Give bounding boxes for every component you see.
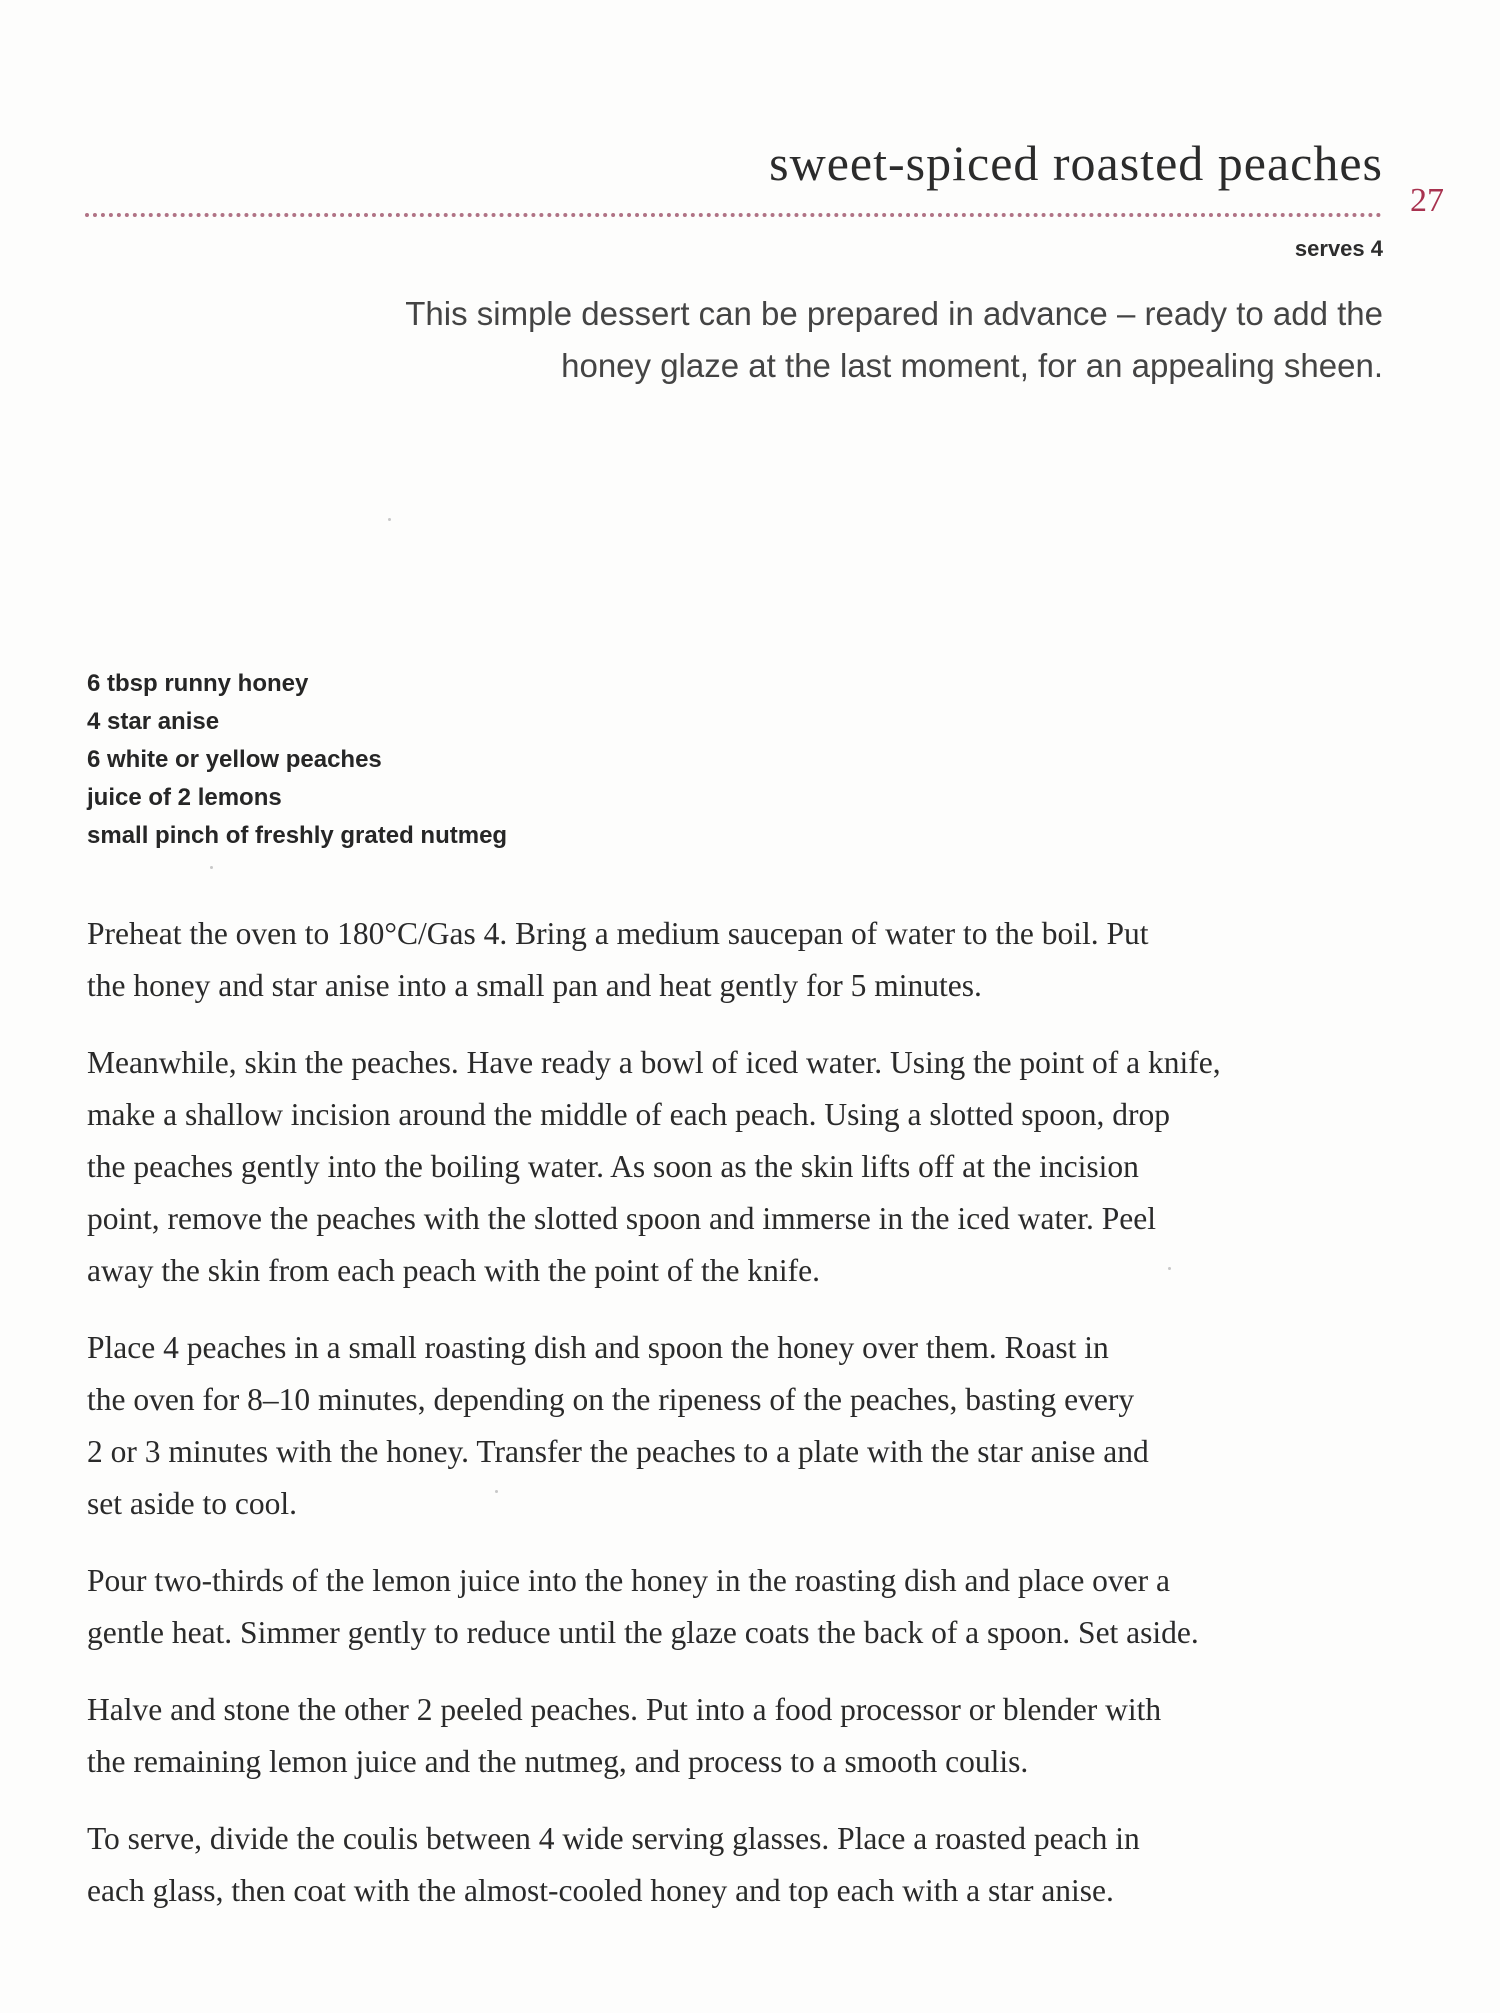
intro-line: honey glaze at the last moment, for an appealing sheen. xyxy=(561,347,1383,384)
method-line: Meanwhile, skin the peaches. Have ready a bowl of iced water. Using the point of a knife, xyxy=(87,1045,1221,1080)
ingredient-item: 4 star anise xyxy=(87,708,220,735)
method-line: gentle heat. Simmer gently to reduce until the glaze coats the back of a spoon. Set aside. xyxy=(87,1615,1199,1650)
paper-speck xyxy=(495,1490,498,1493)
method-line: To serve, divide the coulis between 4 wide serving glasses. Place a roasted peach in xyxy=(87,1821,1140,1856)
method-line: the honey and star anise into a small pan and heat gently for 5 minutes. xyxy=(87,968,982,1003)
method-step xyxy=(87,908,1407,1012)
method-line: the oven for 8–10 minutes, depending on the ripeness of the peaches, basting every xyxy=(87,1382,1135,1417)
method-line: away the skin from each peach with the point of the knife. xyxy=(87,1253,821,1288)
method-step xyxy=(87,1555,1407,1659)
method-step xyxy=(87,1322,1407,1530)
ingredient-item: juice of 2 lemons xyxy=(87,784,282,811)
ingredient-item: 6 white or yellow peaches xyxy=(87,746,382,773)
method-line: each glass, then coat with the almost-cooled honey and top each with a star anise. xyxy=(87,1873,1114,1908)
method-step xyxy=(87,1684,1407,1788)
ingredient-item: 6 tbsp runny honey xyxy=(87,670,309,697)
method-line: Pour two-thirds of the lemon juice into the honey in the roasting dish and place over a xyxy=(87,1563,1170,1598)
method-steps xyxy=(87,908,1407,1942)
method-step xyxy=(87,1037,1407,1297)
ingredient-item: small pinch of freshly grated nutmeg xyxy=(87,822,508,849)
paper-speck xyxy=(210,866,213,869)
paper-speck xyxy=(388,518,391,521)
method-line: the peaches gently into the boiling water. As soon as the skin lifts off at the incision xyxy=(87,1149,1139,1184)
recipe-intro xyxy=(183,288,1383,392)
method-line: the remaining lemon juice and the nutmeg, and process to a smooth coulis. xyxy=(87,1744,1029,1779)
method-line: Preheat the oven to 180°C/Gas 4. Bring a medium saucepan of water to the boil. Put xyxy=(87,916,1149,951)
page-number: 27 xyxy=(1410,182,1444,219)
paper-speck xyxy=(1168,1267,1171,1270)
intro-line: This simple dessert can be prepared in advance – ready to add the xyxy=(405,295,1383,332)
method-step xyxy=(87,1813,1407,1917)
recipe-title: sweet-spiced roasted peaches xyxy=(769,135,1383,191)
method-line: 2 or 3 minutes with the honey. Transfer the peaches to a plate with the star anise and xyxy=(87,1434,1149,1469)
ingredients-list xyxy=(87,665,507,855)
method-line: make a shallow incision around the middle of each peach. Using a slotted spoon, drop xyxy=(87,1097,1170,1132)
serves-label: serves 4 xyxy=(1294,236,1383,261)
method-line: Place 4 peaches in a small roasting dish and spoon the honey over them. Roast in xyxy=(87,1330,1109,1365)
method-line: set aside to cool. xyxy=(87,1486,297,1521)
title-dotted-rule xyxy=(85,213,1382,217)
method-line: point, remove the peaches with the slotted spoon and immerse in the iced water. Peel xyxy=(87,1201,1156,1236)
method-line: Halve and stone the other 2 peeled peaches. Put into a food processor or blender with xyxy=(87,1692,1162,1727)
